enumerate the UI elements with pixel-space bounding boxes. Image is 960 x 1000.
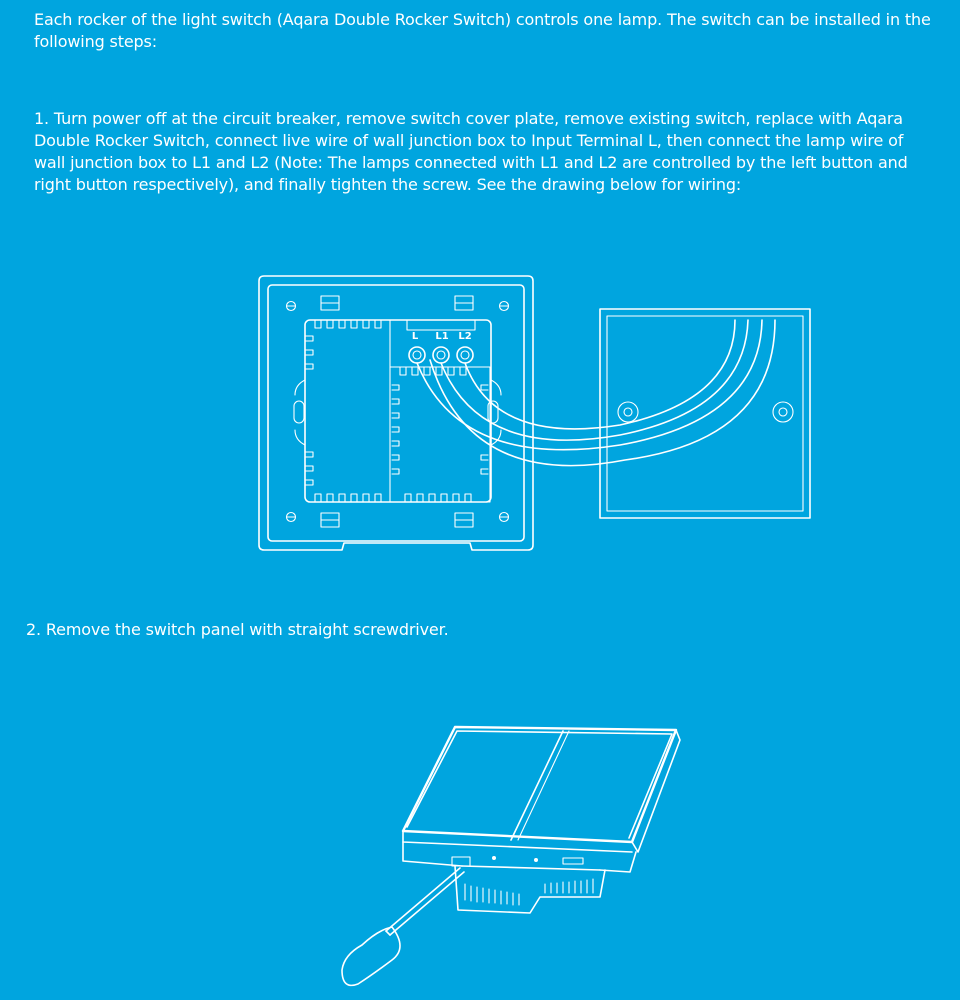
terminal-label-l2: L2 xyxy=(458,331,472,342)
terminal-label-l1: L1 xyxy=(435,331,449,342)
switch-panel xyxy=(403,727,680,913)
step-1-instruction: 1. Turn power off at the circuit breaker, remove switch cover plate, remove existing switch, replace with Aqara Double Rocker Switch, connect live wire of wall junction box to Input Terminal L, then connect the lamp wire of wall junction box to L1 and L2 (Note: The lamps connected with L1 and L2 are controlled by the left button and right button respectively), and finally tighten the screw. See the drawing below for wiring: xyxy=(34,109,908,194)
terminal-label-l: L xyxy=(411,331,419,342)
straight-screwdriver xyxy=(342,868,464,985)
step-2-instruction: 2. Remove the switch panel with straight screwdriver. xyxy=(26,620,449,639)
intro-paragraph: Each rocker of the light switch (Aqara Double Rocker Switch) controls one lamp. The switch can be installed in the following steps: xyxy=(34,10,931,51)
